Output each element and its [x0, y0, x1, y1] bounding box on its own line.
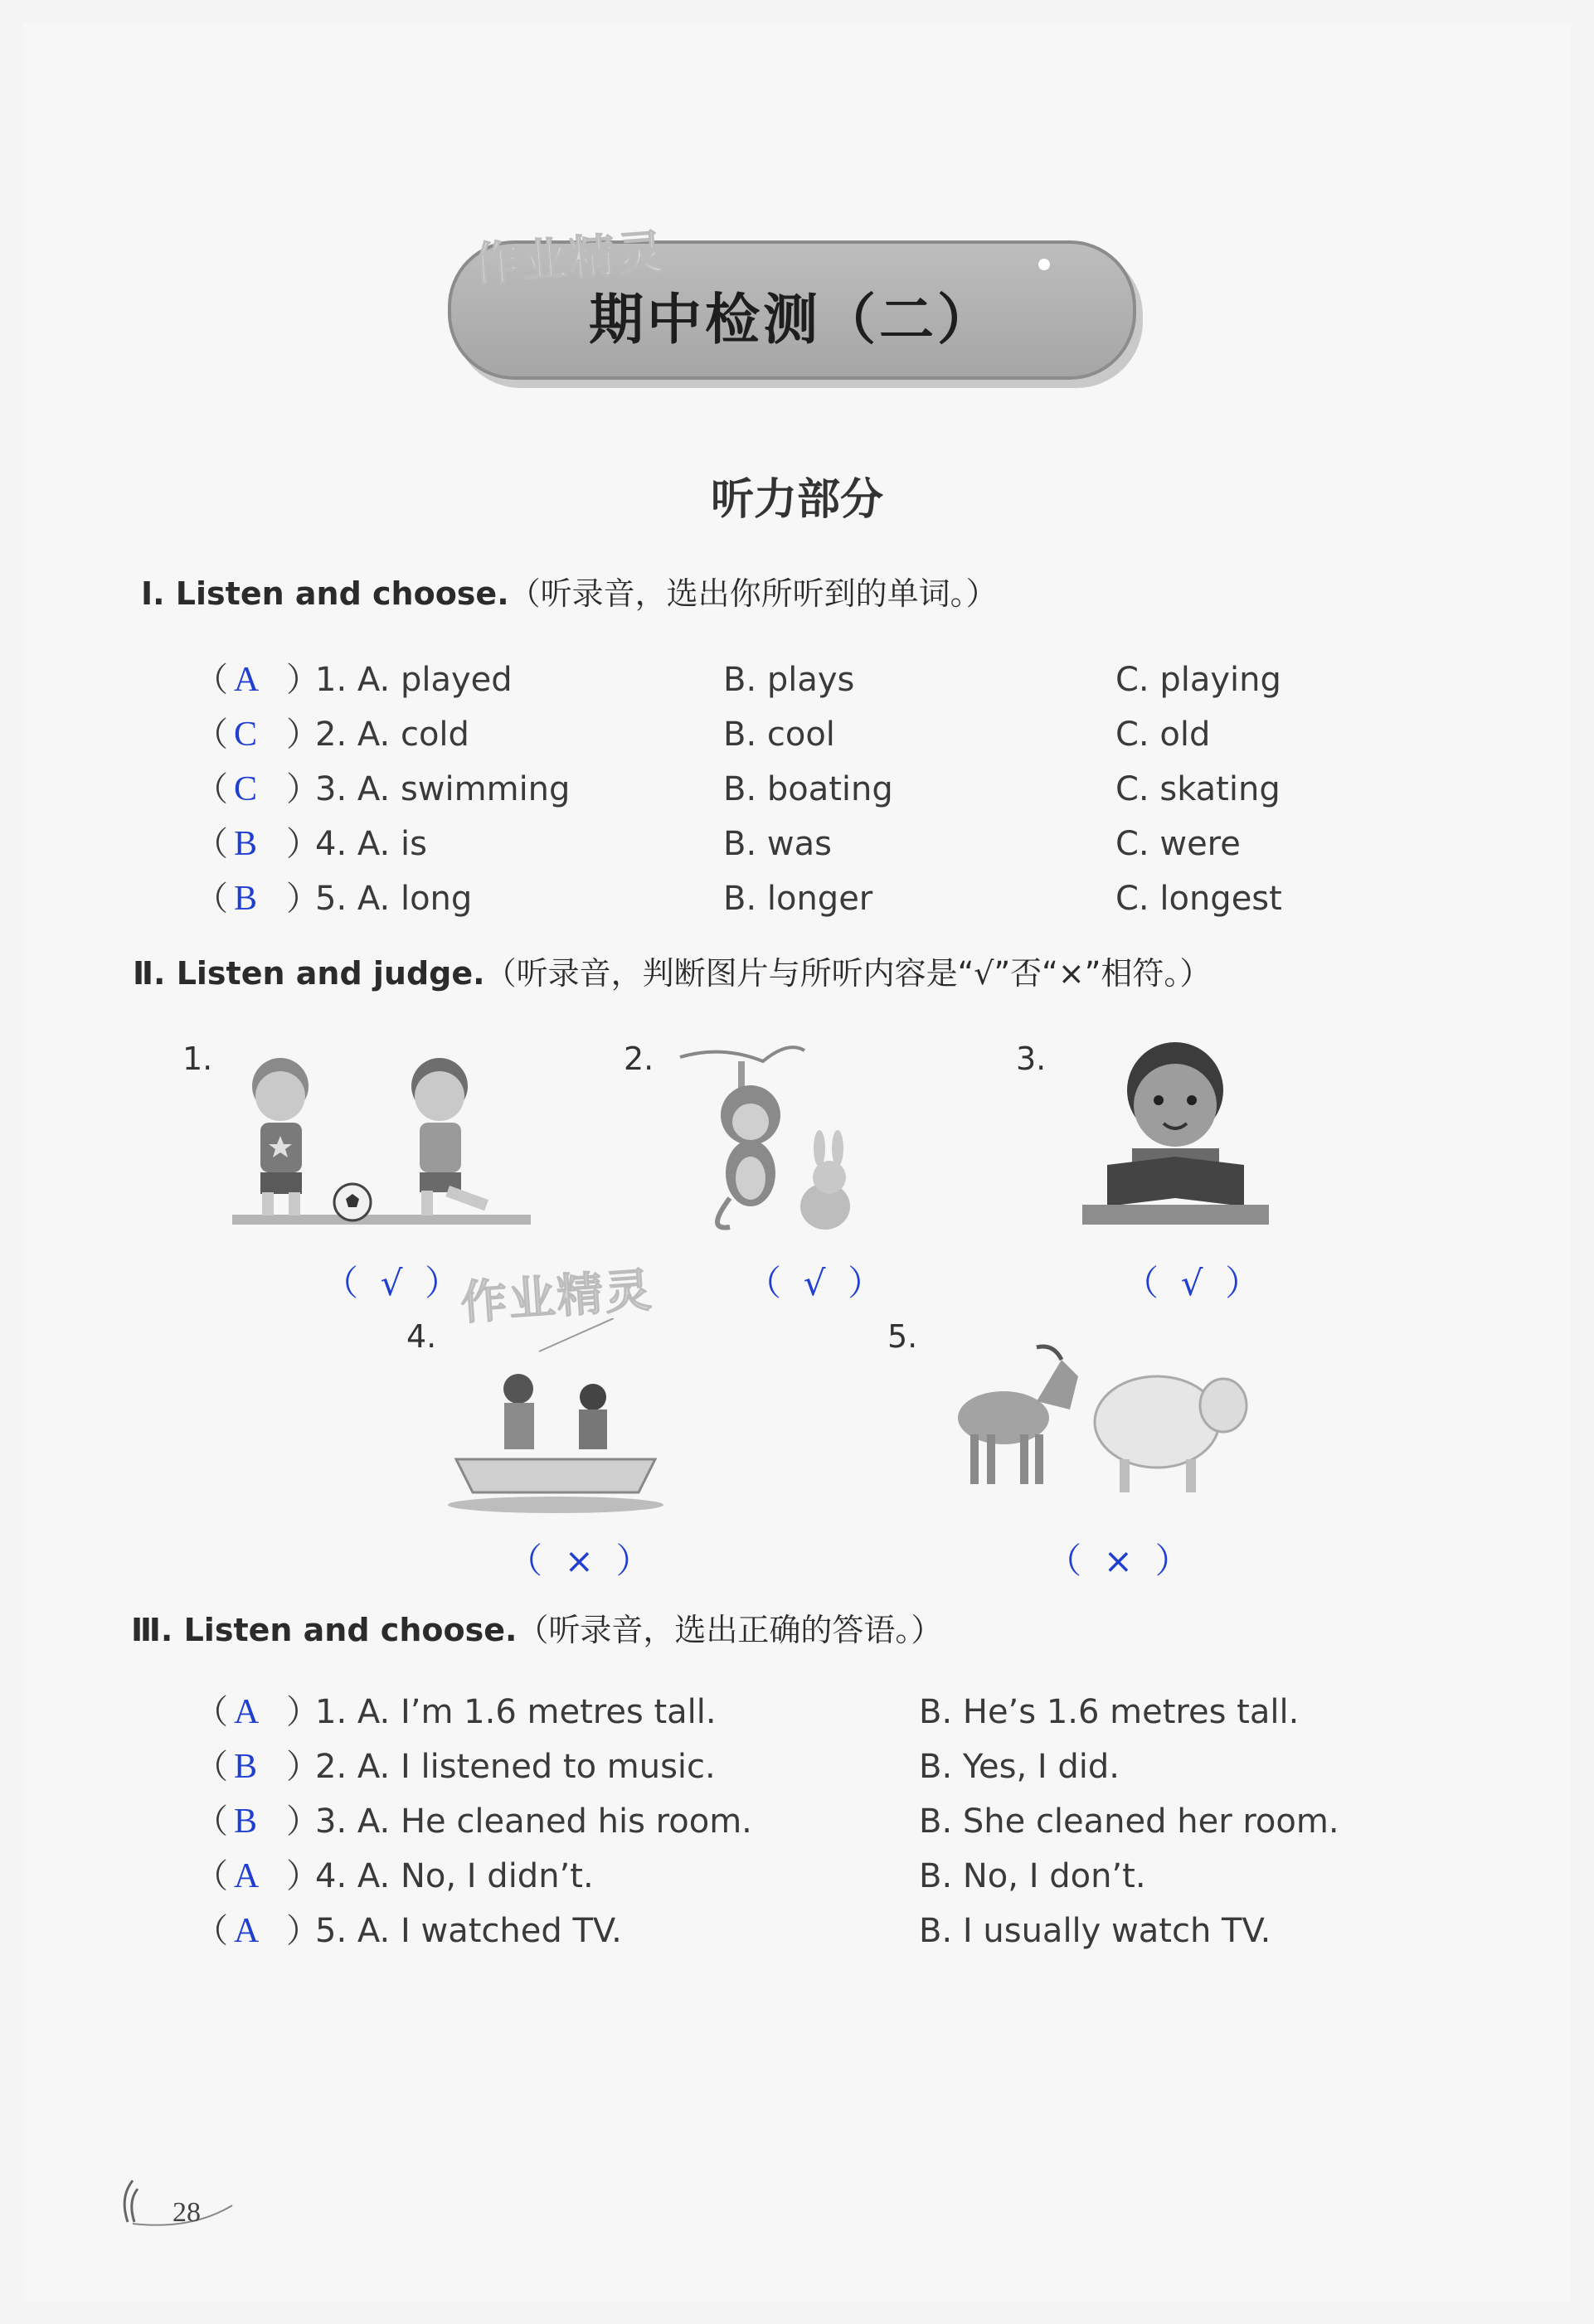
- option-a: 3. A. He cleaned his room.: [315, 1802, 752, 1841]
- option-b: B. was: [723, 825, 832, 863]
- section1-label: Ⅰ. Listen and choose.: [141, 575, 509, 612]
- answer-paren: （: [195, 1857, 228, 1895]
- option-c: C. playing: [1115, 661, 1281, 699]
- picture-number: 5.: [887, 1318, 918, 1355]
- option-a: 2. A. I listened to music.: [315, 1748, 716, 1786]
- option-a: 5. A. I watched TV.: [315, 1912, 622, 1950]
- picture-number: 1.: [182, 1041, 213, 1077]
- answer-letter: A: [234, 1857, 260, 1895]
- picture-number: 2.: [624, 1041, 654, 1077]
- answer-letter: C: [234, 716, 258, 754]
- option-a: 4. A. No, I didn’t.: [315, 1857, 594, 1895]
- boys-playing-football-picture: [232, 1053, 531, 1235]
- answer-paren: ）: [286, 880, 319, 918]
- part-title: 听力部分: [710, 475, 883, 525]
- option-b: B. plays: [723, 661, 855, 699]
- answer-paren: （: [195, 825, 228, 863]
- answer-letter: B: [234, 1748, 258, 1786]
- answer-paren: （: [195, 880, 228, 918]
- option-c: C. longest: [1115, 880, 1282, 918]
- section3-instruction: （听录音，选出正确的答语。）: [517, 1612, 943, 1648]
- monkey-and-rabbit-picture: [672, 1041, 887, 1240]
- judge-answer-1: （ √ ）: [323, 1263, 460, 1303]
- banner-dot: [1038, 259, 1050, 270]
- judge-answer-3: （ √ ）: [1124, 1263, 1261, 1303]
- answer-paren: （: [195, 661, 228, 699]
- section1-instruction: （听录音，选出你所听到的单词。）: [508, 575, 998, 612]
- answer-letter: A: [234, 661, 260, 699]
- option-a: 5. A. long: [315, 880, 473, 918]
- page-number: 28: [173, 2197, 201, 2228]
- option-b: B. cool: [723, 716, 835, 754]
- option-c: C. old: [1115, 716, 1211, 754]
- watermark: 作业精灵: [471, 225, 668, 294]
- judge-answer-4: （ × ）: [508, 1540, 651, 1581]
- answer-paren: ）: [286, 716, 319, 754]
- judge-answer-5: （ × ）: [1047, 1540, 1190, 1581]
- answer-paren: （: [195, 1802, 228, 1841]
- answer-paren: （: [195, 1693, 228, 1731]
- answer-letter: B: [234, 880, 258, 918]
- option-a: 1. A. I’m 1.6 metres tall.: [315, 1693, 717, 1731]
- goat-and-sheep-picture: [937, 1343, 1269, 1501]
- boy-reading-book-picture: [1082, 1041, 1273, 1231]
- section3-label: Ⅲ. Listen and choose.: [131, 1612, 518, 1648]
- option-c: C. were: [1115, 825, 1241, 863]
- option-c: C. skating: [1115, 770, 1281, 808]
- answer-paren: （: [195, 716, 228, 754]
- answer-paren: ）: [286, 661, 319, 699]
- answer-letter: B: [234, 825, 258, 863]
- answer-letter: A: [234, 1912, 260, 1950]
- answer-paren: ）: [286, 770, 319, 808]
- option-b: B. boating: [723, 770, 893, 808]
- section2-heading: [133, 948, 1211, 993]
- answer-paren: ）: [286, 825, 319, 863]
- answer-paren: ）: [286, 1912, 319, 1950]
- section2-instruction: （听录音，判断图片与所听内容是“√”否“×”相符。）: [484, 955, 1212, 992]
- picture-number: 4.: [406, 1318, 437, 1355]
- picture-number: 3.: [1016, 1041, 1047, 1077]
- people-fishing-in-boat-picture: [440, 1318, 672, 1517]
- option-b: B. Yes, I did.: [919, 1748, 1120, 1786]
- answer-paren: （: [195, 770, 228, 808]
- answer-paren: ）: [286, 1693, 319, 1731]
- option-b: B. longer: [723, 880, 873, 918]
- answer-paren: ）: [286, 1857, 319, 1895]
- section2-label: Ⅱ. Listen and judge.: [133, 955, 485, 992]
- section3-heading: [131, 1604, 942, 1650]
- answer-paren: ）: [286, 1748, 319, 1786]
- option-b: B. He’s 1.6 metres tall.: [919, 1693, 1300, 1731]
- option-a: 2. A. cold: [315, 716, 469, 754]
- option-a: 1. A. played: [315, 661, 513, 699]
- answer-paren: （: [195, 1748, 228, 1786]
- answer-letter: A: [234, 1693, 260, 1731]
- judge-answer-2: （ √ ）: [746, 1263, 883, 1303]
- option-b: B. No, I don’t.: [919, 1857, 1146, 1895]
- option-a: 4. A. is: [315, 825, 427, 863]
- answer-paren: ）: [286, 1802, 319, 1841]
- option-b: B. I usually watch TV.: [919, 1912, 1271, 1950]
- option-a: 3. A. swimming: [315, 770, 571, 808]
- answer-letter: B: [234, 1802, 258, 1841]
- page-title: 期中检测（二）: [589, 288, 995, 352]
- answer-paren: （: [195, 1912, 228, 1950]
- watermark-2: 作业精灵: [459, 1263, 655, 1332]
- answer-letter: C: [234, 770, 258, 808]
- section1-heading: [141, 568, 998, 614]
- option-b: B. She cleaned her room.: [919, 1802, 1339, 1841]
